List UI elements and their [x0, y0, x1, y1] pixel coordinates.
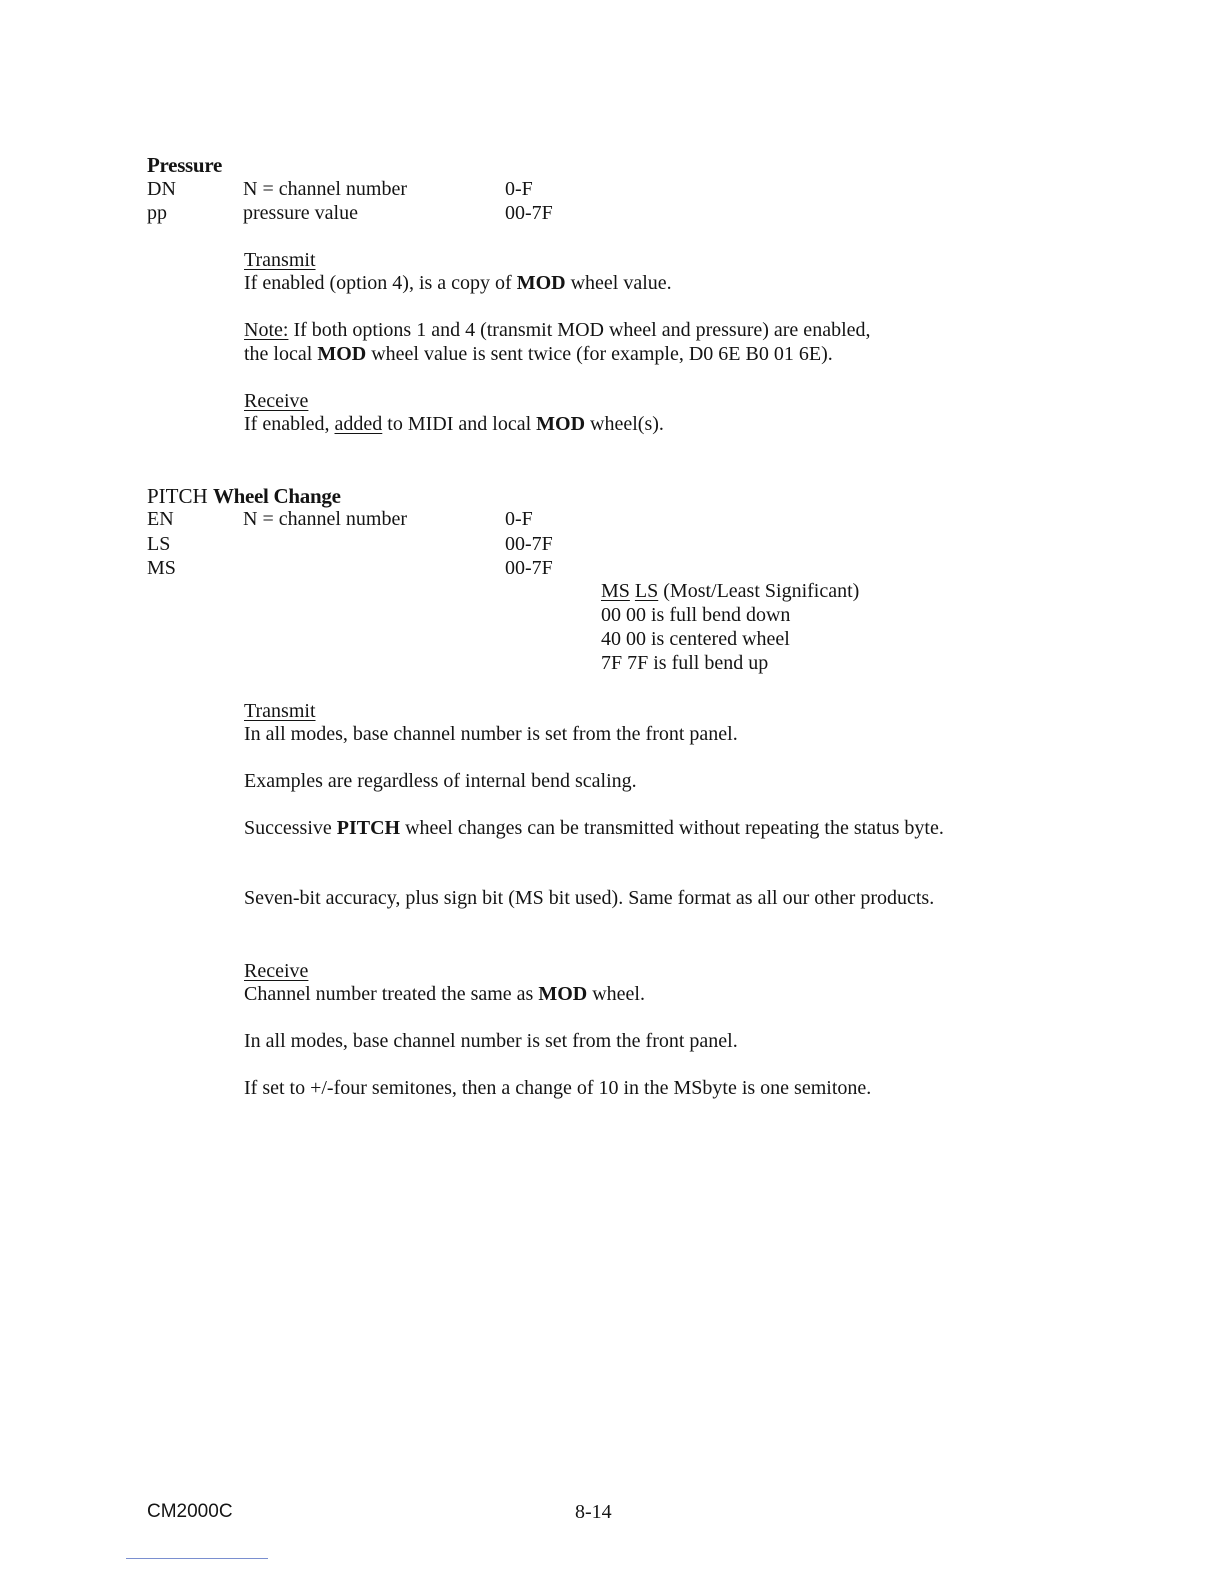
pressure-receive-label: Receive — [244, 390, 309, 412]
pitch-table-line: 00 00 is full bend down — [601, 604, 791, 626]
pressure-row-range: 0-F — [505, 178, 533, 200]
pressure-row-code: pp — [147, 202, 167, 224]
pitch-transmit-paragraph: Examples are regardless of internal bend scaling. — [244, 770, 637, 792]
pitch-heading: PITCH Wheel Change — [147, 484, 341, 508]
pressure-heading: Pressure — [147, 153, 222, 177]
pitch-receive-paragraph: Channel number treated the same as MOD wheel. — [244, 983, 645, 1005]
pitch-table-line: 7F 7F is full bend up — [601, 652, 769, 674]
pitch-transmit-paragraph: In all modes, base channel number is set from the front panel. — [244, 723, 738, 745]
pressure-row-desc: pressure value — [243, 202, 358, 224]
pitch-row-desc: N = channel number — [243, 508, 408, 530]
pitch-row-range: 00-7F — [505, 557, 553, 579]
pitch-row-code: MS — [147, 557, 176, 579]
pressure-note-line1: Note: If both options 1 and 4 (transmit MOD wheel and pressure) are enabled, — [244, 319, 871, 341]
pressure-transmit-text: If enabled (option 4), is a copy of MOD wheel value. — [244, 272, 672, 294]
pressure-row-desc: N = channel number — [243, 178, 408, 200]
note-label: Note: — [244, 319, 289, 341]
pitch-receive-paragraph: In all modes, base channel number is set from the front panel. — [244, 1030, 738, 1052]
pitch-table-line: 40 00 is centered wheel — [601, 628, 790, 650]
pitch-row-range: 0-F — [505, 508, 533, 530]
footer-page-number: 8-14 — [575, 1501, 612, 1523]
footer-rule — [126, 1558, 268, 1559]
pressure-receive-text: If enabled, added to MIDI and local MOD wheel(s). — [244, 413, 664, 435]
pressure-transmit-label: Transmit — [244, 249, 316, 271]
pitch-transmit-label: Transmit — [244, 700, 316, 722]
pitch-transmit-paragraph: Seven-bit accuracy, plus sign bit (MS bit used). Same format as all our other products. — [244, 887, 935, 909]
pressure-row-range: 00-7F — [505, 202, 553, 224]
pitch-receive-paragraph: If set to +/-four semitones, then a change of 10 in the MSbyte is one semitone. — [244, 1077, 872, 1099]
pitch-table-header: MS LS (Most/Least Significant) — [601, 580, 860, 602]
pitch-row-code: EN — [147, 508, 174, 530]
pitch-transmit-paragraph: Successive PITCH wheel changes can be transmitted without repeating the status byte. — [244, 817, 944, 839]
footer-doc-id: CM2000C — [147, 1501, 233, 1522]
pitch-receive-label: Receive — [244, 960, 309, 982]
pitch-row-range: 00-7F — [505, 533, 553, 555]
pitch-row-code: LS — [147, 533, 171, 555]
pressure-note-line2: the local MOD wheel value is sent twice (for example, D0 6E B0 01 6E). — [244, 343, 833, 365]
pressure-row-code: DN — [147, 178, 176, 200]
